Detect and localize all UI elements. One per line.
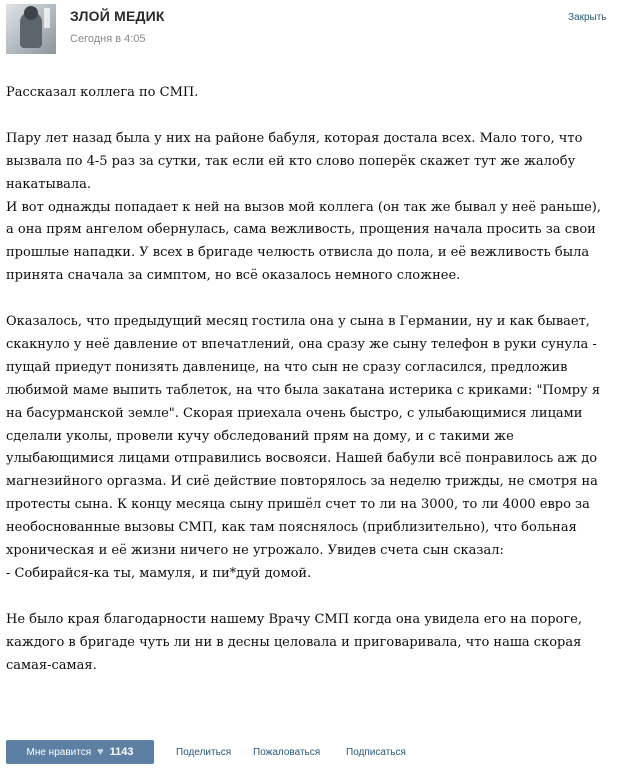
avatar-head-shape (24, 6, 38, 20)
avatar-lamp-shape (44, 8, 50, 28)
post-paragraph: Не было края благодарности нашему Врачу СМП когда она увидела его на пороге, каждого в бригаде чуть ли ни в десны целовала и приговаривала, что наша скорая самая-самая. (6, 611, 582, 673)
post-header (0, 0, 620, 64)
share-link[interactable]: Поделиться (176, 747, 232, 758)
heart-icon: ♥ (97, 746, 104, 758)
close-button[interactable]: Закрыть (568, 12, 607, 23)
report-link[interactable]: Пожаловаться (253, 747, 321, 758)
like-label: Мне нравится (26, 746, 92, 758)
group-name-link[interactable]: ЗЛОЙ МЕДИК (70, 8, 165, 24)
post-body (6, 82, 612, 678)
group-avatar[interactable] (6, 4, 56, 54)
like-count: 1143 (109, 746, 134, 758)
post-paragraph: Пару лет назад была у них на районе бабуля, которая достала всех. Мало того, что вызвала по 4-5 раз за сутки, так если ей кто слово поперёк скажет тут же жалобу накатывала. И вот однажды попадает к ней на вызов мой коллега (он так же бывал у неё раньше), а она прям ангелом обернулась, сама вежливость, прощения начала просить за свои прошлые нападки. У всех в бригаде челюсть отвисла до пола, и её вежливость была принята сначала за симптом, но всё оказалось немного сложнее. (6, 130, 601, 284)
post-paragraph: Оказалось, что предыдущий месяц гостила она у сына в Германии, ну и как бывает, скакнуло у неё давление от впечатлений, она сразу же сыну телефон в руки сунула - пущай приедут понизять давленице, на что сын не сразу согласился, предложив любимой маме выпить таблеток, на что была закатана истерика с криками: "Помру я на басурманской земле". Скорая приехала очень быстро, с улыбающимися лицами сделали уколы, провели кучу обследований прям на дому, и с такими же улыбающимися лицами отправились восвояси. Нашей бабули всё понравилось аж до магнезийного оргазма. И сиё действие повторялось за неделю трижды, не смотря на протесты сына. К концу месяца сыну пришёл счет то ли на 3000, то ли 4000 евро за необоснованные вызовы СМП, как там пояснялось (приблизительно), что больная хроническая и её жизни ничего не угрожало. Увидев счета сын сказал: - Собирайся-ка ты, мамуля, и пи*дуй домой. (6, 314, 601, 581)
post-timestamp[interactable]: Сегодня в 4:05 (70, 33, 146, 45)
subscribe-link[interactable]: Подписаться (346, 747, 406, 758)
like-button[interactable] (6, 740, 154, 764)
post-footer (0, 738, 620, 768)
post-paragraph: Рассказал коллега по СМП. (6, 85, 199, 100)
